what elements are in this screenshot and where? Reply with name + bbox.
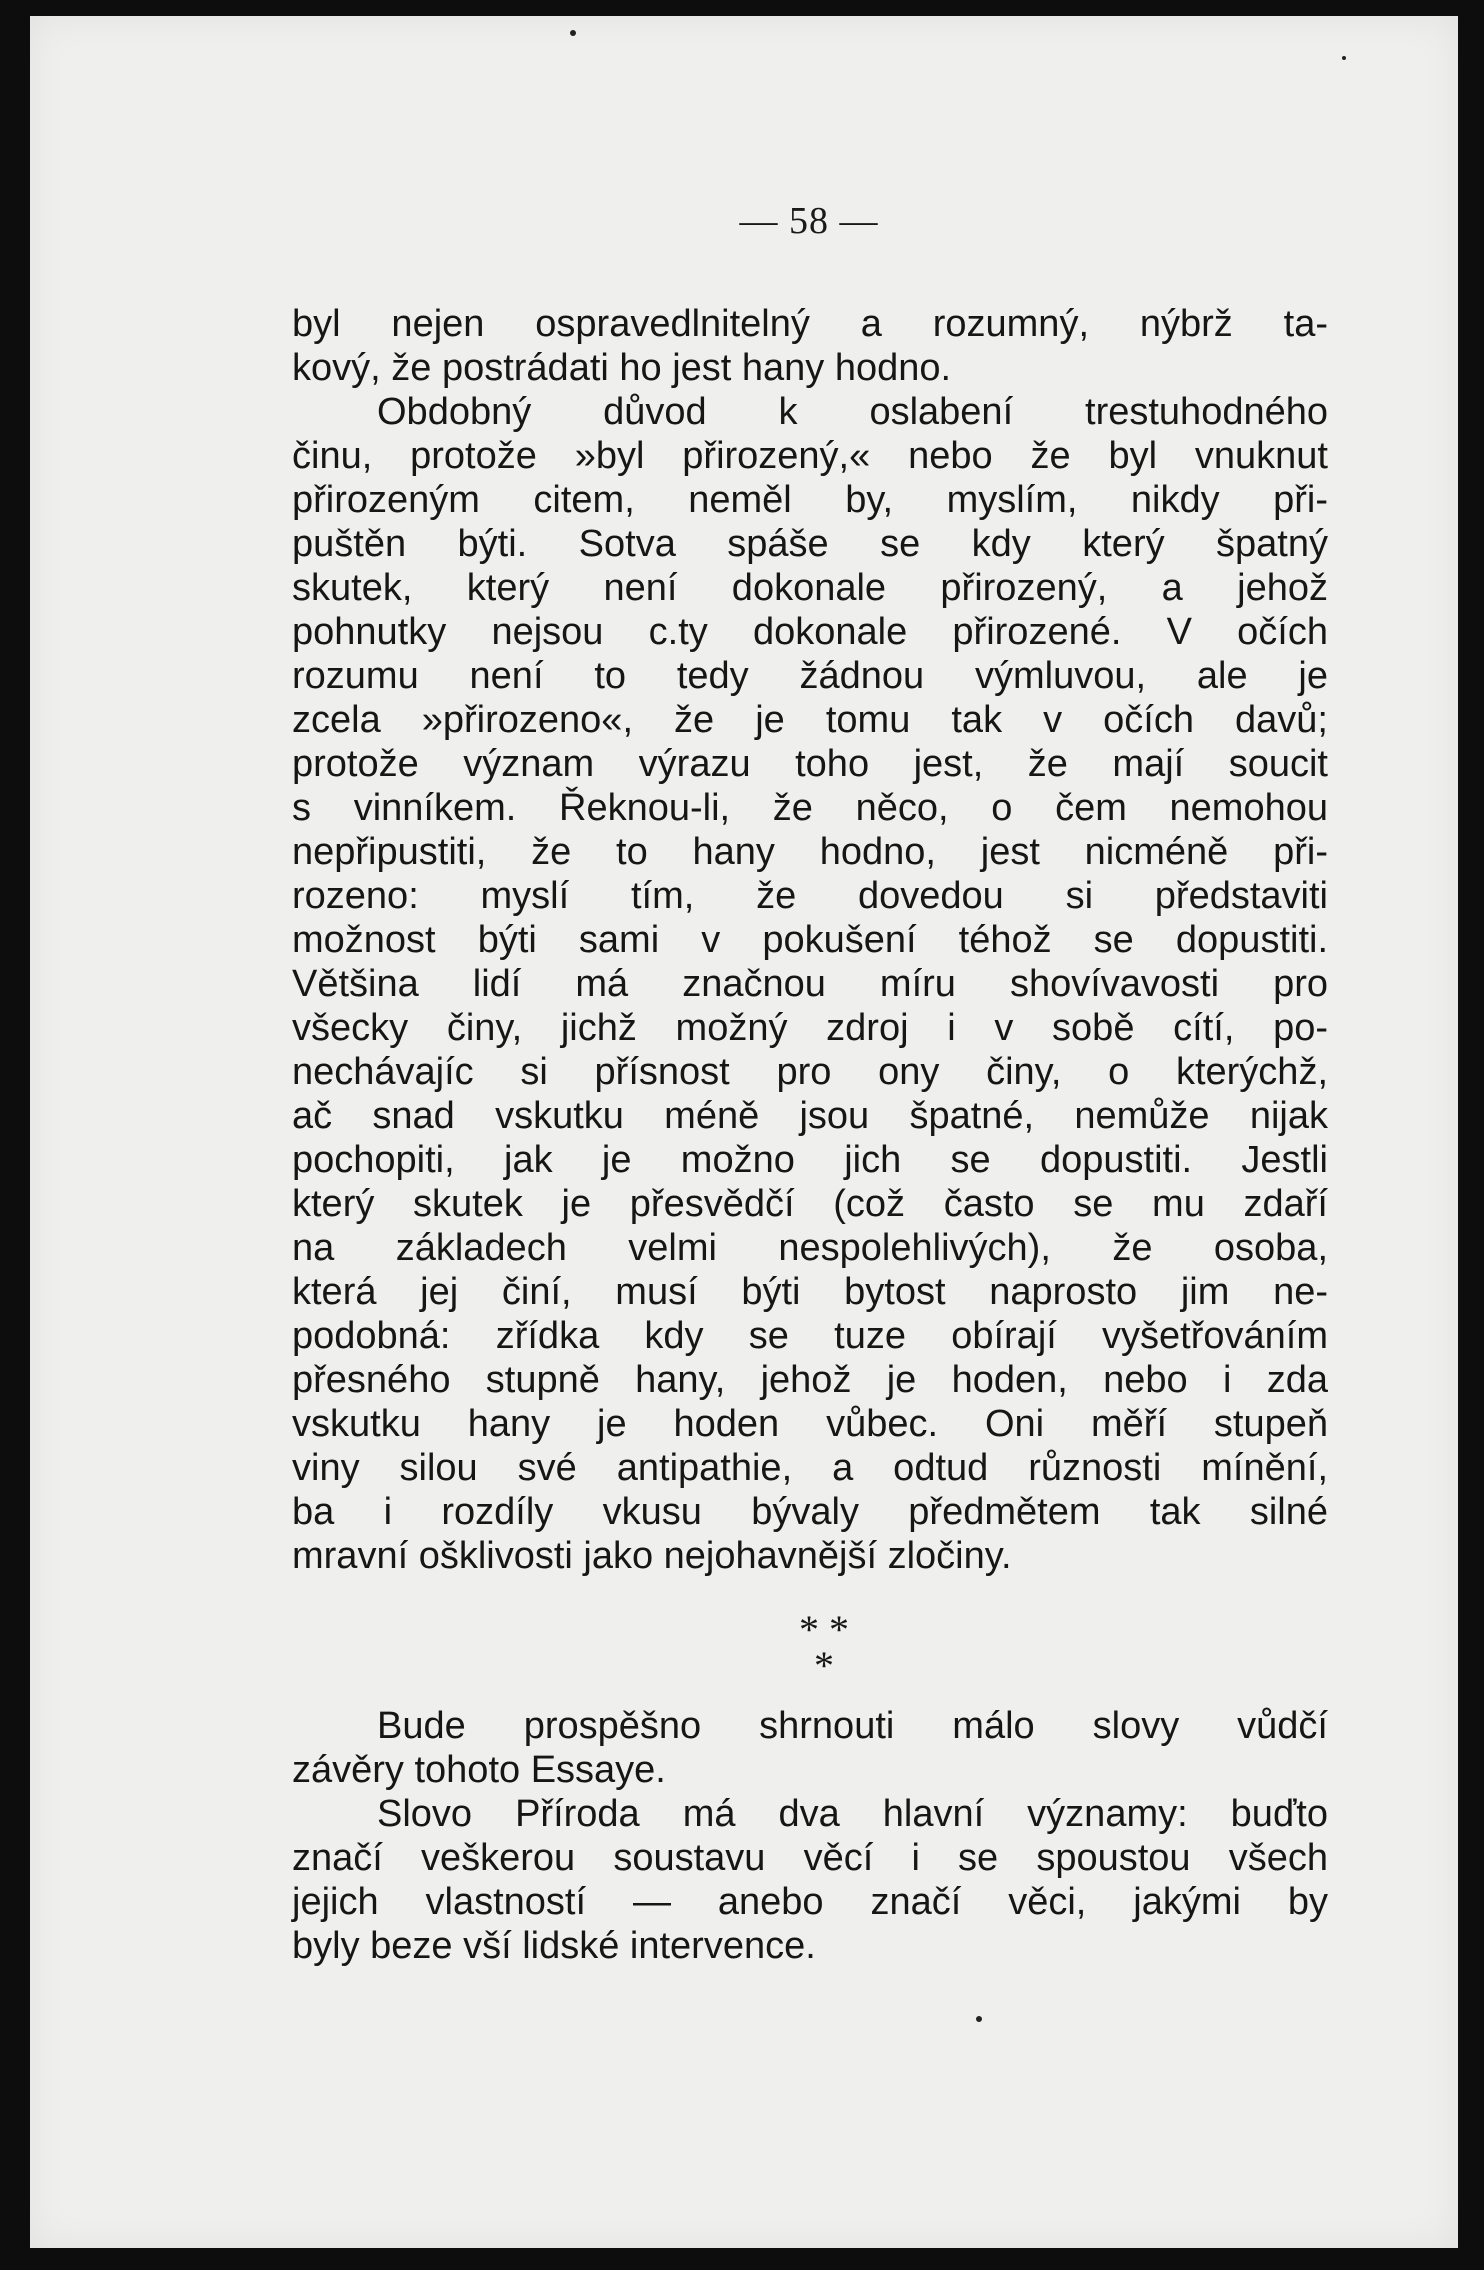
text-line: jejich vlastností — anebo značí věci, jakými by <box>292 1881 1328 1923</box>
paragraph-summary <box>292 1704 1328 1792</box>
text-line: značí veškerou soustavu věcí i se spoustou všech <box>292 1837 1328 1879</box>
text-line: puštěn býti. Sotva spáše se kdy který špatný <box>292 523 1328 565</box>
text-line: viny silou své antipathie, a odtud různosti mínění, <box>292 1447 1328 1489</box>
paragraph-nature <box>292 1792 1328 1968</box>
section-separator-bottom: * <box>814 1643 834 1688</box>
text-line: protože význam výrazu toho jest, že mají soucit <box>292 743 1328 785</box>
text-line: byl nejen ospravedlnitelný a rozumný, nýbrž ta- <box>292 303 1328 345</box>
text-line: přesného stupně hany, jehož je hoden, nebo i zda <box>292 1359 1328 1401</box>
text-line: nepřipustiti, že to hany hodno, jest nicméně při- <box>292 831 1328 873</box>
text-line: přirozeným citem, neměl by, myslím, nikdy při- <box>292 479 1328 521</box>
book-page <box>30 16 1458 2248</box>
text-line: kový, že postrádati ho jest hany hodno. <box>292 347 952 389</box>
text-line: skutek, který není dokonale přirozený, a jehož <box>292 567 1328 609</box>
text-line: který skutek je přesvědčí (což často se mu zdaří <box>292 1183 1328 1225</box>
scan-speck <box>570 30 576 36</box>
text-line: mravní ošklivosti jako nejohavnější zločiny. <box>292 1535 1012 1577</box>
text-line: Obdobný důvod k oslabení trestuhodného <box>377 391 1328 433</box>
text-line: všecky činy, jichž možný zdroj i v sobě cítí, po- <box>292 1007 1328 1049</box>
scan-speck <box>976 2016 982 2022</box>
text-line: pohnutky nejsou c.ty dokonale přirozené. V očích <box>292 611 1328 653</box>
text-line: Slovo Příroda má dva hlavní významy: buďto <box>377 1793 1328 1835</box>
text-line: rozumu není to tedy žádnou výmluvou, ale je <box>292 655 1328 697</box>
text-line: závěry tohoto Essaye. <box>292 1749 666 1791</box>
text-line: Většina lidí má značnou míru shovívavosti pro <box>292 963 1328 1005</box>
text-line: Bude prospěšno shrnouti málo slovy vůdčí <box>377 1705 1328 1747</box>
text-line: pochopiti, jak je možno jich se dopustiti. Jestli <box>292 1139 1328 1181</box>
text-line: na základech velmi nespolehlivých), že osoba, <box>292 1227 1328 1269</box>
text-line: vskutku hany je hoden vůbec. Oni měří stupeň <box>292 1403 1328 1445</box>
text-line: podobná: zřídka kdy se tuze obírají vyšetřováním <box>292 1315 1328 1357</box>
text-line: nechávajíc si přísnost pro ony činy, o kterýchž, <box>292 1051 1328 1093</box>
text-line: zcela »přirozeno«, že je tomu tak v očích davů; <box>292 699 1328 741</box>
text-line: která jej činí, musí býti bytost naprosto jim ne- <box>292 1271 1328 1313</box>
text-line: činu, protože »byl přirozený,« nebo že byl vnuknut <box>292 435 1328 477</box>
section-separator-top: * * <box>799 1607 849 1652</box>
page-number: — 58 — <box>739 200 879 242</box>
text-line: možnost býti sami v pokušení téhož se dopustiti. <box>292 919 1328 961</box>
text-line: ač snad vskutku méně jsou špatné, nemůže nijak <box>292 1095 1328 1137</box>
scan-speck <box>1342 56 1346 60</box>
text-line: byly beze vší lidské intervence. <box>292 1925 816 1967</box>
paragraph-continuation <box>292 302 1328 390</box>
paragraph-main <box>292 390 1328 1578</box>
text-line: rozeno: myslí tím, že dovedou si představiti <box>292 875 1328 917</box>
text-line: ba i rozdíly vkusu bývaly předmětem tak silné <box>292 1491 1328 1533</box>
text-line: s vinníkem. Řeknou-li, že něco, o čem nemohou <box>292 787 1328 829</box>
